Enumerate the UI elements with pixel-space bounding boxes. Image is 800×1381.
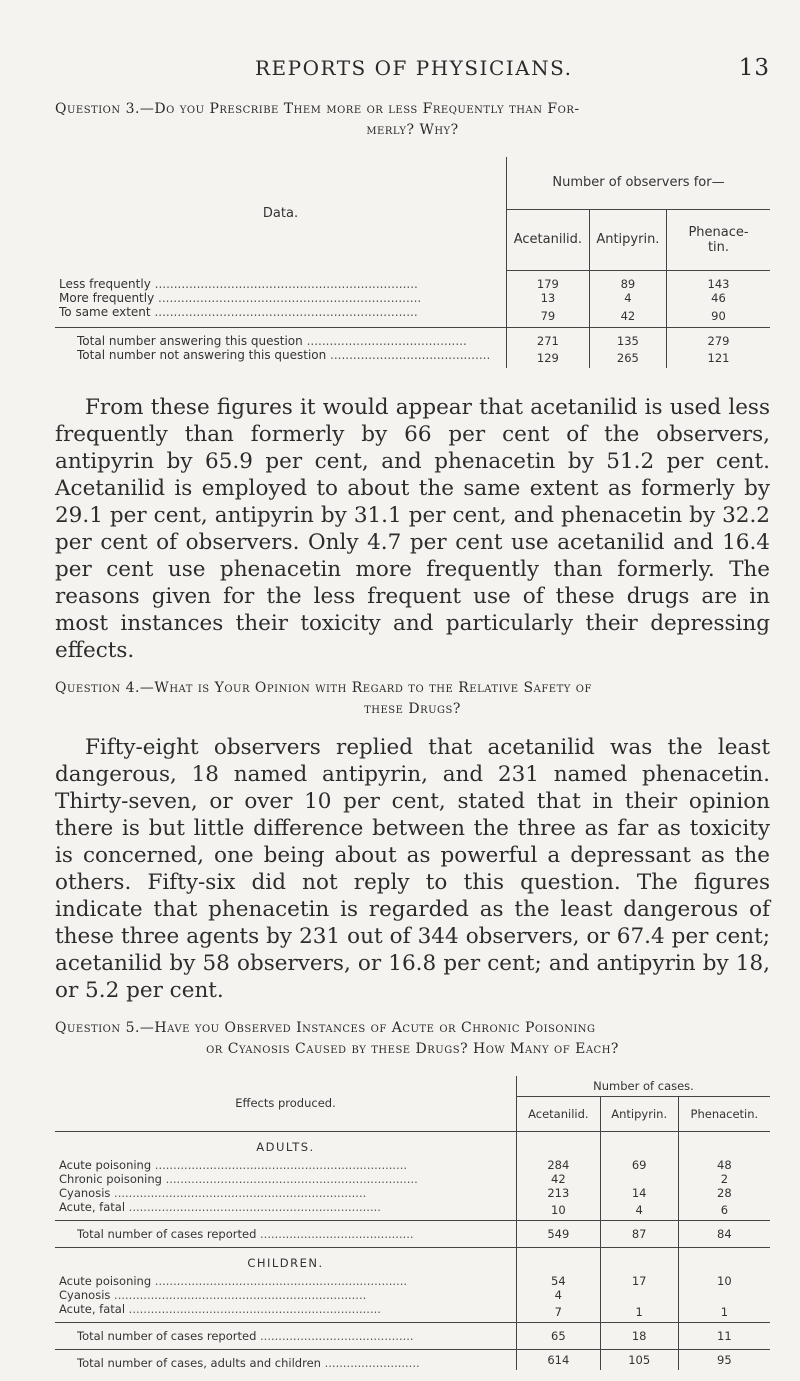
table-q3-col-phenacetin: Phenace- tin. [667, 209, 771, 270]
cell: 2 [720, 1171, 729, 1186]
table-q5-col-phenacetin: Phenacetin. [690, 1106, 759, 1121]
question-4-paragraph: Fifty-eight observers replied that acetanilid was the least dangerous, 18 named antipyrin, and 231 named phenacetin. Thirty-seven, or over 10 per cent, stated that in their opinion there is but little difference between the three as far as toxicity is concerned, one being about as powerful a depressant as the others. Fifty-six did not reply to this question. The figures indicate that phenacetin is regarded as the least dangerous of these three agents by 231 out of 344 observers, or 67.4 per cent; acetanilid by 58 observers, or 16.8 per cent; and antipyrin by 18, or 5.2 per cent. [55, 734, 770, 1003]
cell: 84 [678, 1220, 770, 1247]
row-label: Acute poisoning [59, 1273, 152, 1288]
cell: 89 [589, 277, 666, 291]
cell: 105 [600, 1349, 678, 1370]
row-label: Less frequently [59, 276, 151, 291]
cell: 284 [517, 1158, 601, 1172]
table-row: Acute poisoning ..................................................................... 284 69 48 [55, 1158, 770, 1172]
cell: 213 [517, 1186, 601, 1200]
question-5-heading [55, 1018, 770, 1060]
question-3-heading [55, 99, 770, 141]
cell: 1 [678, 1302, 770, 1323]
question-5-line2: or Cyanosis Caused by these Drugs? How Many of Each? [206, 1040, 619, 1057]
table-row: Acute, fatal ..................................................................... 10 4 6 [55, 1200, 770, 1221]
cell: 87 [600, 1220, 678, 1247]
table-row: Chronic poisoning ..................................................................... 42 2 [55, 1172, 770, 1186]
table-row: Total number not answering this question .......................................... 129 265 121 [55, 348, 770, 368]
row-label: To same extent [59, 304, 151, 319]
row-label: Total number of cases, adults and children [77, 1355, 321, 1370]
cell: 10 [517, 1200, 601, 1221]
question-3-line2: merly? Why? [366, 122, 459, 138]
cell: 4 [589, 291, 666, 305]
row-label: Chronic poisoning [59, 1171, 162, 1186]
cell: 135 [589, 334, 666, 348]
table-q5-group-header: Number of cases. [517, 1076, 771, 1097]
row-label: Total number answering this question [77, 333, 303, 348]
adults-subheading: ADULTS. [55, 1131, 517, 1158]
cell [678, 1288, 770, 1302]
table-row: Acute poisoning ..................................................................... 54 17 10 [55, 1274, 770, 1288]
table-q3-label-header: Data. [55, 157, 507, 270]
question-5-line1: Question 5.—Have you Observed Instances of Acute or Chronic Poisoning [55, 1019, 596, 1036]
row-label: Acute, fatal [59, 1199, 126, 1214]
table-q5 [55, 1076, 770, 1370]
cell [600, 1172, 678, 1186]
question-4-heading [55, 678, 770, 720]
row-label: Total number not answering this question [77, 347, 327, 362]
cell: 79 [507, 305, 590, 328]
table-row: More frequently ..................................................................... 13 4 46 [55, 291, 770, 305]
cell: 95 [717, 1352, 732, 1367]
cell: 4 [517, 1288, 601, 1302]
table-q5-col-acetanilid: Acetanilid. [517, 1096, 601, 1131]
cell: 10 [717, 1273, 732, 1288]
cell: 14 [600, 1186, 678, 1200]
page-header [255, 55, 770, 81]
cell: 69 [600, 1158, 678, 1172]
table-row: Total number of cases, adults and children .......................... 614 105 95 [55, 1349, 770, 1370]
row-label: Cyanosis [59, 1185, 111, 1200]
table-q3-group-header: Number of observers for— [507, 157, 771, 209]
cell: 48 [717, 1157, 732, 1172]
table-row: To same extent ..................................................................... 79 42 90 [55, 305, 770, 328]
cell: 11 [678, 1322, 770, 1349]
row-label: Total number of cases reported [77, 1328, 257, 1343]
row-label: Cyanosis [59, 1287, 111, 1302]
table-q5-label-header: Effects produced. [55, 1076, 517, 1132]
row-label: More frequently [59, 290, 155, 305]
cell: 13 [507, 291, 590, 305]
row-label: Acute, fatal [59, 1301, 126, 1316]
cell: 614 [517, 1349, 601, 1370]
question-4-line1: Question 4.—What is Your Opinion with Regard to the Relative Safety of [55, 679, 592, 696]
question-3-line1: Question 3.—Do you Prescribe Them more or less Frequently than For- [55, 101, 580, 117]
table-row: Total number of cases reported .......................................... 65 18 11 [55, 1322, 770, 1349]
cell: 1 [600, 1302, 678, 1323]
cell: 265 [589, 348, 666, 368]
cell: 42 [517, 1172, 601, 1186]
cell: 279 [707, 333, 730, 348]
row-label: Acute poisoning [59, 1157, 152, 1172]
cell [600, 1288, 678, 1302]
table-row: Cyanosis ..................................................................... 4 [55, 1288, 770, 1302]
cell: 54 [517, 1274, 601, 1288]
cell: 42 [589, 305, 666, 328]
cell: 65 [517, 1322, 601, 1349]
cell: 46 [711, 290, 726, 305]
cell: 18 [600, 1322, 678, 1349]
cell: 121 [707, 350, 730, 365]
page-number: 13 [738, 55, 770, 81]
cell: 17 [600, 1274, 678, 1288]
table-q3-col-acetanilid: Acetanilid. [507, 209, 590, 270]
table-row: Less frequently ..................................................................... 179 89 143 [55, 277, 770, 291]
table-row: Acute, fatal ..................................................................... 7 1 1 [55, 1302, 770, 1323]
cell: 28 [717, 1185, 732, 1200]
table-q3-col-antipyrin: Antipyrin. [589, 209, 666, 270]
question-3-paragraph: From these figures it would appear that acetanilid is used less frequently than formerly by 66 per cent of the observers, antipyrin by 65.9 per cent, and phenacetin by 51.2 per cent. Acetanilid is employed to about the same extent as formerly by 29.1 per cent, antipyrin by 31.1 per cent, and phenacetin by 32.2 per cent of observers. Only 4.7 per cent use acetanilid and 16.4 per cent use phenacetin more frequently than formerly. The reasons given for the less frequent use of these drugs are in most instances their toxicity and particularly their depressing effects. [55, 394, 770, 663]
row-label: Total number of cases reported [77, 1226, 257, 1241]
page [55, 55, 770, 1370]
cell: 7 [517, 1302, 601, 1323]
cell: 179 [507, 277, 590, 291]
table-q5-col-antipyrin: Antipyrin. [600, 1096, 678, 1131]
question-4-line2: these Drugs? [364, 700, 461, 717]
cell: 271 [507, 334, 590, 348]
table-row: Total number of cases reported .......................................... 549 87 84 [55, 1220, 770, 1247]
running-title: REPORTS OF PHYSICIANS. [255, 56, 573, 80]
table-q3 [55, 157, 770, 368]
cell: 549 [517, 1220, 601, 1247]
cell: 143 [707, 276, 730, 291]
table-row: Cyanosis ..................................................................... 213 14 28 [55, 1186, 770, 1200]
cell: 90 [667, 305, 771, 328]
children-subheading: CHILDREN. [55, 1247, 517, 1274]
cell: 4 [600, 1200, 678, 1221]
cell: 6 [678, 1200, 770, 1221]
cell: 129 [507, 348, 590, 368]
table-row: Total number answering this question .......................................... 271 135 279 [55, 334, 770, 348]
